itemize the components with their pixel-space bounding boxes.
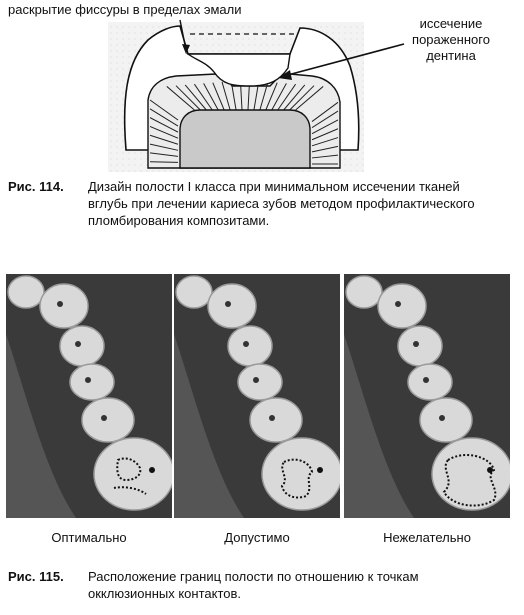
tooth-crown bbox=[346, 276, 382, 308]
panel-label-optimal: Оптимально bbox=[51, 530, 127, 545]
photo-panel-optimal bbox=[6, 274, 172, 518]
fissure-spot bbox=[395, 301, 401, 307]
tooth-crown bbox=[228, 326, 272, 366]
fissure-spot bbox=[57, 301, 63, 307]
tooth-crown bbox=[208, 284, 256, 328]
tooth-crown bbox=[8, 276, 44, 308]
fig115-number: Рис. 115. bbox=[8, 569, 64, 584]
enamel-fissure-label: раскрытие фиссуры в пределах эмали bbox=[8, 2, 242, 17]
tooth-crown bbox=[250, 398, 302, 442]
fissure-spot bbox=[423, 377, 429, 383]
panel-label-undesirable: Нежелательно bbox=[383, 530, 471, 545]
tooth-crown bbox=[238, 364, 282, 400]
fissure-spot bbox=[253, 377, 259, 383]
fissure-spot bbox=[85, 377, 91, 383]
tooth-section-diagram bbox=[0, 0, 524, 178]
tooth-crown bbox=[60, 326, 104, 366]
tooth-crown bbox=[262, 438, 340, 510]
tooth-crown bbox=[420, 398, 472, 442]
panel-label-acceptable: Допустимо bbox=[224, 530, 290, 545]
occlusal-contact-point bbox=[317, 467, 323, 473]
fissure-spot bbox=[439, 415, 445, 421]
photo-panel-acceptable bbox=[174, 274, 340, 518]
teeth-photo-acceptable bbox=[174, 274, 340, 518]
dentin-label-line-3: дентина bbox=[426, 48, 476, 63]
teeth-photo-optimal bbox=[6, 274, 172, 518]
fig114-caption bbox=[8, 178, 508, 229]
fissure-spot bbox=[225, 301, 231, 307]
tooth-crown bbox=[176, 276, 212, 308]
tooth-crown bbox=[408, 364, 452, 400]
tooth-crown bbox=[378, 284, 426, 328]
dentin-label-line-2: пораженного bbox=[412, 32, 490, 47]
fissure-spot bbox=[75, 341, 81, 347]
tooth-crown bbox=[398, 326, 442, 366]
tooth-crown bbox=[94, 438, 172, 510]
tooth-crown bbox=[40, 284, 88, 328]
tooth-crown bbox=[82, 398, 134, 442]
photo-panel-undesirable bbox=[344, 274, 510, 518]
fissure-spot bbox=[101, 415, 107, 421]
fig114-caption-text: Дизайн полости I класса при минимальном иссечении тканей вглубь при лечении кариеса зубов методом профилактического пломбирования композитами. bbox=[88, 179, 475, 228]
occlusal-contact-point bbox=[149, 467, 155, 473]
fissure-spot bbox=[413, 341, 419, 347]
tooth-crown bbox=[70, 364, 114, 400]
tooth-crown bbox=[432, 438, 510, 510]
fig115-caption-text: Расположение границ полости по отношению к точкам окклюзионных контактов. bbox=[88, 569, 419, 601]
fissure-spot bbox=[269, 415, 275, 421]
dentin-label-line-1: иссечение bbox=[419, 16, 483, 31]
occlusal-contact-point bbox=[487, 467, 493, 473]
teeth-photo-undesirable bbox=[344, 274, 510, 518]
fissure-spot bbox=[243, 341, 249, 347]
fig114-number: Рис. 114. bbox=[8, 179, 64, 194]
pulp-chamber bbox=[180, 110, 310, 168]
fig115-caption bbox=[8, 568, 508, 602]
